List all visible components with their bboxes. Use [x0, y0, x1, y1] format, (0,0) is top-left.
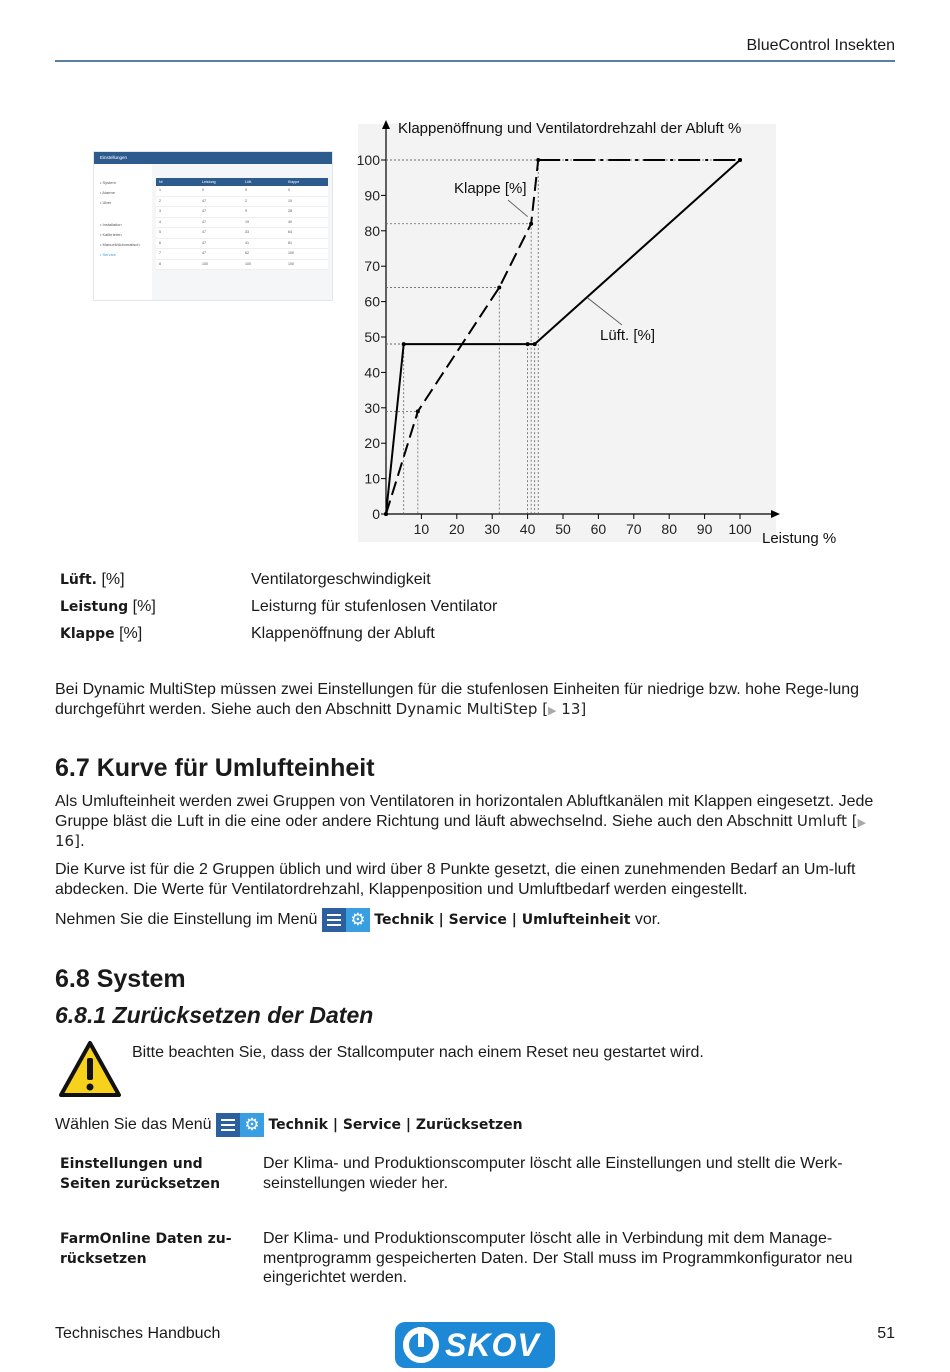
screenshot-table-cell: 0 [202, 188, 204, 192]
screenshot-table-cell: 40 [288, 219, 292, 224]
screenshot-menu-item: • System [100, 180, 116, 185]
umluft-page: 16]. [55, 832, 85, 850]
screenshot-table-header [156, 178, 328, 186]
screenshot-table-cell: 0 [245, 188, 247, 192]
screenshot-table-row [156, 260, 328, 271]
chart-x-tick-label: 10 [413, 521, 430, 537]
screenshot-table-cell: 7 [159, 251, 161, 255]
chart-y-tick-label: 10 [364, 470, 380, 487]
chart-data-point [416, 409, 420, 413]
screenshot-table-cell: 28 [288, 209, 292, 213]
screenshot-table-cell: 19 [245, 219, 249, 224]
screenshot-menu-item: • Alarme [100, 190, 115, 195]
chart-x-tick-label: 50 [555, 521, 571, 537]
umluft-link[interactable]: Umluft [796, 811, 848, 830]
screenshot-title: Einstellungen [100, 155, 128, 160]
screenshot-table-cell: 8 [159, 261, 161, 266]
screenshot-table-cell: 5 [159, 230, 161, 234]
chart-data-point [384, 512, 388, 516]
screenshot-column-header: Klappe [288, 180, 300, 184]
screenshot-sidebar [94, 164, 152, 300]
performance-chart [340, 110, 850, 550]
screenshot-table-cell: 81 [288, 240, 292, 245]
chart-data-point [497, 285, 501, 289]
footer-page-number: 51 [877, 1325, 895, 1342]
umluft-menu-line: Nehmen Sie die Einstellung im Menü ⚙ Technik | Service | Umlufteinheit vor. [55, 907, 900, 933]
reset-settings-desc: Der Klima- und Produktionscomputer löscht alle Einstellungen und stellt die Werk-seinstellungen wieder her. [263, 1155, 843, 1192]
gear-icon[interactable]: ⚙ [346, 908, 370, 932]
screenshot-table-cell: 47 [202, 209, 206, 213]
chart-annotation-klappe: Klappe [%] [454, 180, 527, 197]
chart-y-tick-label: 0 [372, 506, 380, 522]
definition-term: Leistung [%] [60, 598, 156, 615]
chart-y-tick-label: 100 [356, 152, 380, 168]
warning-icon [58, 1040, 122, 1098]
header-rule [55, 60, 895, 62]
chart-y-tick-label: 80 [364, 222, 380, 239]
screenshot-table-cell: 100 [288, 251, 294, 255]
warning-text: Bitte beachten Sie, dass der Stallcomputer nach einem Reset neu gestartet wird. [132, 1044, 704, 1061]
multistep-page: 13] [561, 699, 587, 718]
screenshot-column-header: Lüft. [245, 180, 252, 184]
section-6-8-1-heading: 6.8.1 Zurücksetzen der Daten [55, 1002, 374, 1028]
umluft-paragraph-2: Die Kurve ist für die 2 Gruppen üblich und wird über 8 Punkte gesetzt, die einen zunehmenden Bedarf an Um-luft abdecken. Die Werte für Ventilatordrehzahl, Klappenposition und Umluftbedarf werden eingestellt. [55, 861, 856, 898]
chart-y-tick-label: 60 [364, 293, 380, 310]
screenshot-table-row [156, 197, 328, 208]
settings-screenshot [93, 151, 333, 301]
screenshot-table-cell: 47 [202, 219, 206, 224]
chart-x-tick-label: 30 [484, 521, 500, 537]
definition-desc: Klappenöffnung der Abluft [251, 625, 435, 642]
skov-logo-mark [401, 1325, 441, 1365]
chart-plot-background [358, 124, 776, 542]
chart-y-tick-label: 50 [364, 329, 380, 345]
definition-term: Lüft. [%] [60, 571, 125, 588]
screenshot-table-cell: 6 [159, 240, 161, 245]
skov-logo [395, 1322, 555, 1368]
screenshot-table-cell: 3 [159, 209, 161, 213]
multistep-paragraph: Bei Dynamic MultiStep müssen zwei Einstellungen für die stufenlosen Einheiten für niedrige bzw. hohe Rege-lung durchgeführt werden. Siehe auch den Abschnitt Dynamic MultiStep [▶ 13] [55, 681, 860, 718]
reset-menu-path: Technik | Service | Zurücksetzen [268, 1117, 523, 1133]
reset-farmonline-term: FarmOnline Daten zu-rücksetzen [60, 1231, 232, 1267]
header-title: BlueControl Insekten [746, 37, 895, 54]
chart-x-tick-label: 40 [519, 521, 536, 537]
footer-manual-title: Technisches Handbuch [55, 1325, 221, 1342]
chart-x-tick-label: 100 [728, 521, 752, 537]
chart-y-tick-label: 30 [364, 399, 380, 416]
screenshot-menu-item: • Kalibrieren [100, 232, 122, 237]
menu-icon[interactable] [322, 908, 346, 932]
screenshot-table-cell: 4 [159, 219, 161, 224]
chart-data-point [402, 342, 406, 346]
screenshot-table-row [156, 228, 328, 239]
chart-x-label: Leistung % [762, 530, 837, 547]
screenshot-table-cell: 2 [159, 198, 161, 203]
screenshot-table-cell: 10 [288, 198, 292, 203]
screenshot-column-header: Leistung [202, 180, 216, 184]
chart-x-tick-label: 60 [590, 521, 607, 537]
screenshot-table-cell: 9 [245, 209, 247, 213]
screenshot-table-cell: 47 [202, 198, 206, 203]
screenshot-menu-item: • Manuell/Automatisch [100, 242, 140, 247]
chart-annotation-lueft: Lüft. [%] [600, 327, 656, 344]
screenshot-table-row [156, 239, 328, 250]
screenshot-menu-item: • Installation [100, 222, 122, 227]
screenshot-table-cell: 100 [288, 261, 294, 266]
chart-x-tick-label: 90 [696, 521, 713, 537]
screenshot-table-cell: 100 [245, 261, 251, 266]
chart-data-point [529, 222, 533, 226]
screenshot-table-cell: 62 [245, 251, 249, 255]
reset-menu-line: Wählen Sie das Menü ⚙ Technik | Service | Zurücksetzen [55, 1112, 900, 1138]
chart-data-point [738, 158, 742, 162]
screenshot-table-cell: 47 [202, 240, 206, 245]
screenshot-table-cell: 33 [245, 230, 249, 234]
screenshot-menu-item: • Über [100, 200, 112, 205]
definition-desc: Leisturng für stufenlosen Ventilator [251, 598, 498, 615]
screenshot-table-cell: 100 [202, 261, 208, 266]
chart-x-tick-label: 70 [626, 521, 642, 537]
definition-term: Klappe [%] [60, 625, 143, 642]
menu-icon[interactable] [216, 1113, 240, 1137]
screenshot-table-row [156, 207, 328, 218]
screenshot-column-header: Nr [159, 180, 163, 184]
gear-icon[interactable]: ⚙ [240, 1113, 264, 1137]
chart-y-tick-label: 40 [364, 364, 380, 381]
chart-x-tick-label: 80 [661, 521, 677, 537]
screenshot-table-row [156, 249, 328, 260]
multistep-text: Bei Dynamic MultiStep müssen zwei Einstellungen für die stufenlosen Einheiten für niedrige bzw. hohe Rege-lung durchgeführt werden. Siehe auch den Abschnitt [55, 681, 860, 718]
chart-data-point [526, 342, 530, 346]
screenshot-table-row [156, 186, 328, 197]
definition-desc: Ventilatorgeschwindigkeit [251, 571, 431, 588]
screenshot-table [156, 178, 328, 270]
screenshot-table-cell: 47 [202, 251, 206, 255]
umluft-paragraph-1: Als Umlufteinheit werden zwei Gruppen von Ventilatoren in horizontalen Abluftkanälen mit Klappen eingesetzt. Jede Gruppe bläst die Luft in die eine oder andere Richtung und läuft abwechselnd. Siehe auch den Abschnitt Umluft [▶ 16]. [55, 793, 874, 850]
screenshot-table-cell: 1 [159, 188, 161, 192]
screenshot-table-cell: 0 [288, 188, 290, 192]
screenshot-table-cell: 64 [288, 230, 292, 234]
skov-logo-text: SKOV [445, 1326, 540, 1363]
reset-farmonline-desc: Der Klima- und Produktionscomputer löscht alle in Verbindung mit dem Manage-mentprogramm gespeicherten Daten. Der Stall muss im Programmkonfigurator neu eingerichtet werden. [263, 1230, 853, 1286]
section-6-7-heading: 6.7 Kurve für Umlufteinheit [55, 754, 375, 782]
screenshot-table-cell: 41 [245, 240, 249, 245]
chart-y-tick-label: 90 [364, 187, 380, 204]
screenshot-table-cell: 2 [245, 198, 247, 203]
section-6-8-heading: 6.8 System [55, 965, 186, 993]
screenshot-titlebar [94, 152, 332, 164]
umluft-menu-path: Technik | Service | Umlufteinheit [374, 912, 631, 928]
screenshot-table-cell: 47 [202, 230, 206, 234]
chart-y-tick-label: 20 [364, 435, 380, 452]
chart-data-point [536, 158, 540, 162]
screenshot-table-row [156, 218, 328, 229]
multistep-link[interactable]: Dynamic MultiStep [395, 699, 538, 718]
chart-data-point [533, 342, 537, 346]
screenshot-menu-item: • Service [100, 252, 116, 257]
chart-title: Klappenöffnung und Ventilatordrehzahl der Abluft % [398, 120, 742, 137]
umluft-text: Als Umlufteinheit werden zwei Gruppen von Ventilatoren in horizontalen Abluftkanälen mit Klappen eingesetzt. Jede Gruppe bläst die Luft in die eine oder andere Richtung und läuft abwechselnd. Siehe auch den Abschnitt [55, 793, 874, 830]
chart-y-tick-label: 70 [364, 258, 380, 275]
reset-settings-term: Einstellungen und Seiten zurücksetzen [60, 1156, 221, 1192]
chart-x-tick-label: 20 [449, 521, 465, 537]
